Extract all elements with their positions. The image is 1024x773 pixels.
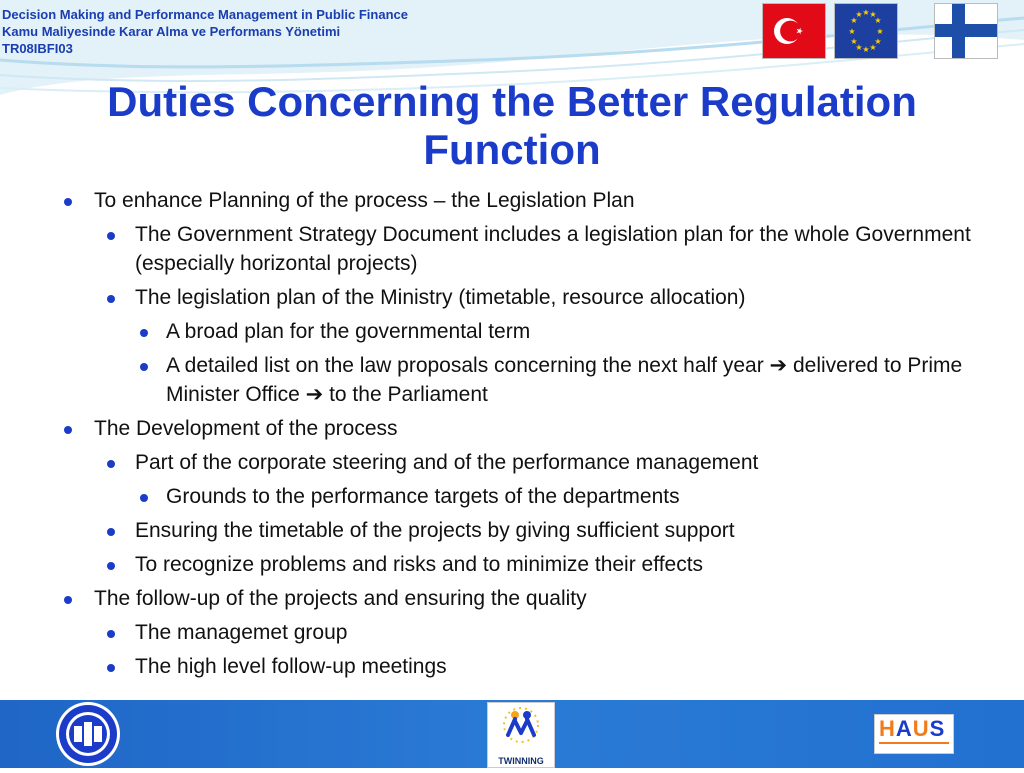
bullet-dot-icon: [64, 426, 72, 434]
twinning-logo: [487, 702, 555, 768]
haus-underline: [879, 742, 949, 750]
bullet-text: The legislation plan of the Ministry (timetable, resource allocation): [135, 286, 746, 309]
bullet-text: Grounds to the performance targets of the departments: [166, 485, 680, 508]
bullet-text: To recognize problems and risks and to minimize their effects: [135, 553, 704, 576]
finland-flag-icon: [934, 3, 998, 59]
eu-flag-icon: [834, 3, 898, 59]
bullet-level-2: [0, 283, 1024, 312]
project-header: [2, 6, 408, 57]
bullet-text: The follow-up of the projects and ensuring the quality: [94, 587, 587, 610]
haus-logo-text: HAUS: [879, 716, 946, 741]
svg-text:★: ★: [874, 16, 882, 25]
bullet-list: [0, 186, 1024, 686]
bullet-level-1: [0, 186, 1024, 215]
bullet-text: To enhance Planning of the process – the Legislation Plan: [94, 189, 635, 212]
bullet-dot-icon: [107, 562, 115, 570]
svg-text:★: ★: [874, 37, 882, 46]
bullet-text: The high level follow-up meetings: [135, 655, 447, 678]
ministry-logo-icon: [50, 698, 126, 768]
header-line-3: TR08IBFI03: [2, 41, 73, 56]
svg-text:★: ★: [876, 27, 884, 36]
bullet-dot-icon: [107, 295, 115, 303]
bullet-text: Part of the corporate steering and of the performance management: [135, 451, 759, 474]
bullet-level-2: [0, 220, 1024, 278]
bullet-dot-icon: [140, 329, 148, 337]
bullet-level-2: [0, 550, 1024, 579]
bullet-text: The managemet group: [135, 621, 348, 644]
svg-text:★: ★: [862, 8, 870, 17]
bullet-dot-icon: [107, 664, 115, 672]
bullet-dot-icon: [107, 528, 115, 536]
bullet-level-2: [0, 618, 1024, 647]
svg-text:★: ★: [848, 27, 856, 36]
svg-text:★: ★: [869, 10, 877, 19]
bullet-text: A broad plan for the governmental term: [166, 320, 531, 343]
bullet-text: A detailed list on the law proposals concerning the next half year ➔ delivered to Prime Minister Office ➔ to the Parliament: [166, 354, 963, 406]
bullet-dot-icon: [64, 596, 72, 604]
bullet-text: The Government Strategy Document includes a legislation plan for the whole Government (especially horizontal projects): [135, 223, 971, 275]
svg-text:★: ★: [855, 10, 863, 19]
bullet-level-2: [0, 448, 1024, 477]
twinning-figures-icon: [488, 703, 554, 753]
turkey-flag-icon: [762, 3, 826, 59]
bullet-level-2: [0, 516, 1024, 545]
bullet-level-1: [0, 584, 1024, 613]
slide-title: Duties Concerning the Better Regulation Function: [107, 78, 917, 173]
bullet-level-1: [0, 414, 1024, 443]
bullet-level-3: [0, 317, 1024, 346]
svg-text:★: ★: [862, 45, 870, 54]
svg-text:★: ★: [850, 16, 858, 25]
header-line-2: Kamu Maliyesinde Karar Alma ve Performans Yönetimi: [2, 24, 341, 39]
svg-text:★: ★: [869, 43, 877, 52]
twinning-label: TWINNING: [498, 756, 544, 766]
bullet-dot-icon: [140, 494, 148, 502]
bullet-dot-icon: [107, 460, 115, 468]
bullet-level-3: [0, 351, 1024, 409]
header-line-1: Decision Making and Performance Management in Public Finance: [2, 7, 408, 22]
bullet-dot-icon: [107, 630, 115, 638]
svg-text:★: ★: [855, 43, 863, 52]
bullet-text: Ensuring the timetable of the projects by giving sufficient support: [135, 519, 735, 542]
bullet-dot-icon: [140, 363, 148, 371]
bullet-text: The Development of the process: [94, 417, 398, 440]
haus-logo: [874, 714, 954, 754]
bullet-dot-icon: [107, 232, 115, 240]
flags-group: [762, 3, 998, 59]
bullet-level-2: [0, 652, 1024, 681]
bullet-dot-icon: [64, 198, 72, 206]
svg-text:★: ★: [850, 37, 858, 46]
bullet-level-3: [0, 482, 1024, 511]
